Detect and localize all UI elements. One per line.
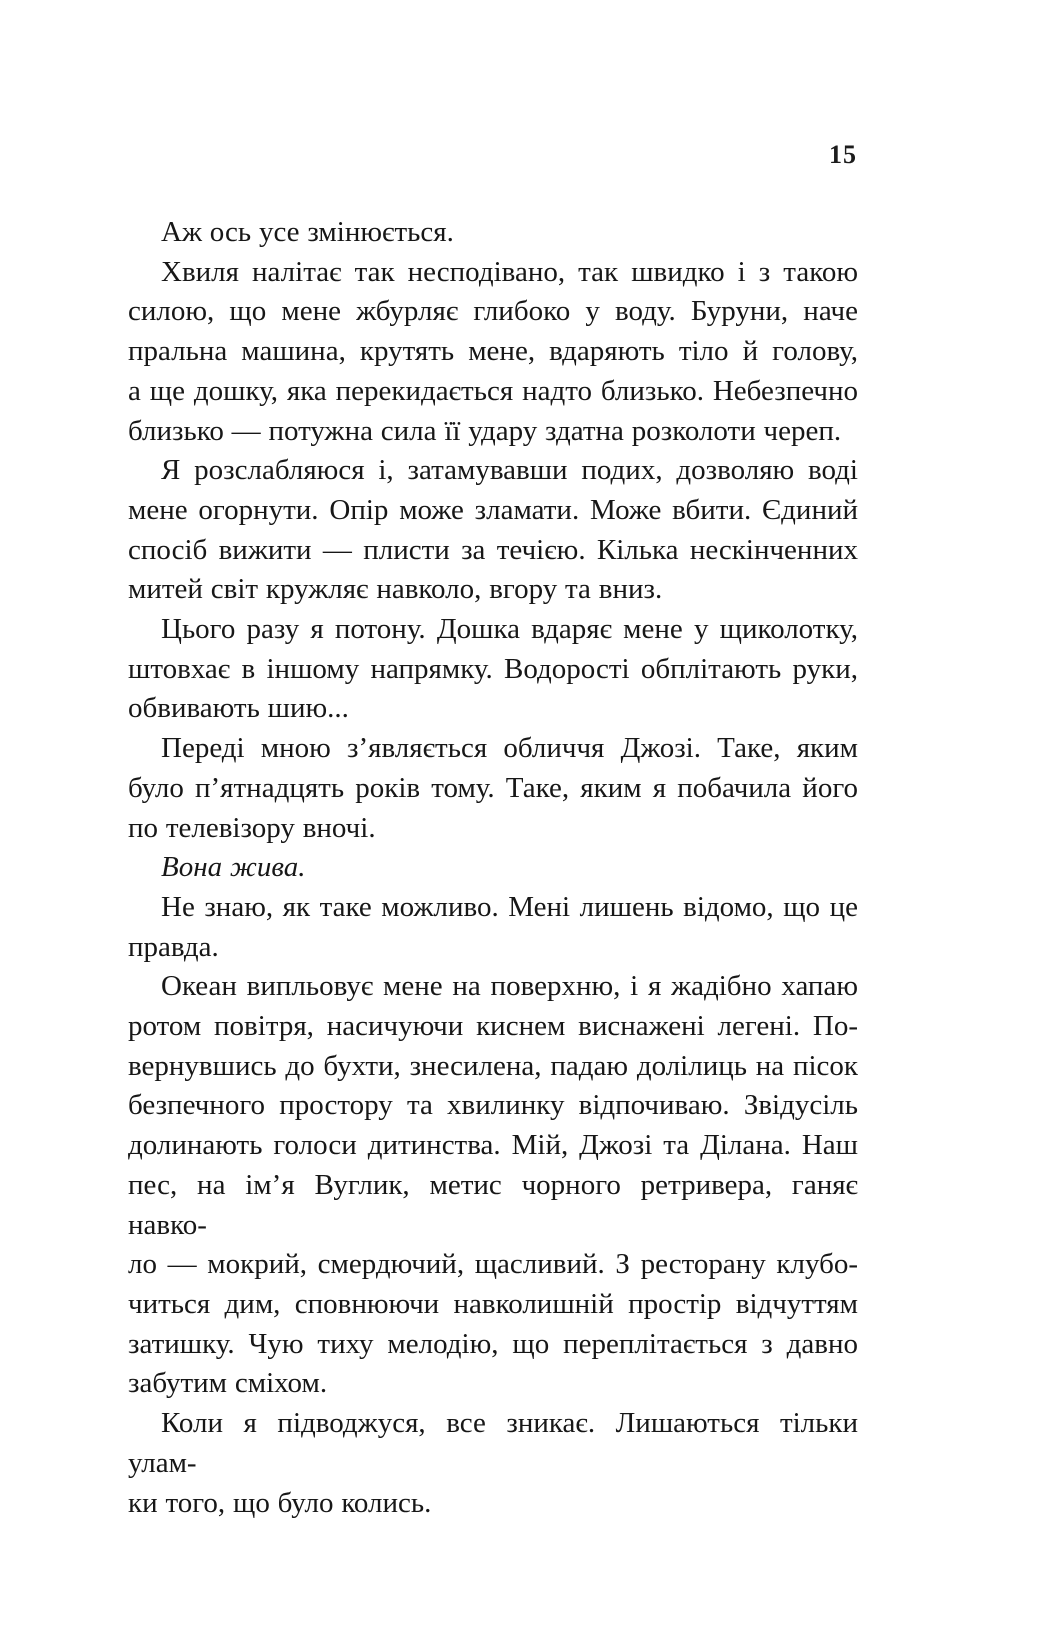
text-block xyxy=(128,213,858,1523)
text-line: силою, що мене жбурляє глибоко у воду. Буруни, наче xyxy=(128,295,858,328)
paragraph xyxy=(128,729,858,848)
text-line: обвивають шию... xyxy=(128,692,349,725)
text-line: ло — мокрий, смердючий, щасливий. З ресторану клубо- xyxy=(128,1248,858,1281)
text-line: близько — потужна сила її удару здатна розколоти череп. xyxy=(128,414,842,447)
text-line: вернувшись до бухти, знесилена, падаю долілиць на пісок xyxy=(128,1049,858,1082)
text-line: Хвиля налітає так несподівано, так швидко і з такою xyxy=(161,255,858,288)
paragraph xyxy=(128,888,858,967)
paragraph xyxy=(128,610,858,729)
text-line: а ще дошку, яка перекидається надто близько. Небезпечно xyxy=(128,374,858,407)
text-line: Вона жива. xyxy=(161,851,306,884)
text-line: ротом повітря, насичуючи киснем виснажені легені. По- xyxy=(128,1010,858,1043)
text-line: пес, на ім’я Вуглик, метис чорного ретривера, ганяє навко- xyxy=(128,1168,858,1241)
text-line: Цього разу я потону. Дошка вдаряє мене у щиколотку, xyxy=(161,613,858,646)
text-line: забутим сміхом. xyxy=(128,1367,328,1400)
text-line: митей світ кружляє навколо, вгору та вниз. xyxy=(128,573,663,606)
text-line: штовхає в іншому напрямку. Водорості обплітають руки, xyxy=(128,652,858,685)
paragraph xyxy=(128,967,858,1404)
text-line: Океан випльовує мене на поверхню, і я жадібно хапаю xyxy=(161,970,858,1003)
paragraph xyxy=(128,451,858,610)
text-line: по телевізору вночі. xyxy=(128,811,376,844)
text-line: правда. xyxy=(128,930,219,963)
text-line: читься дим, сповнюючи навколишній простір відчуттям xyxy=(128,1287,858,1320)
text-line: Переді мною з’являється обличчя Джозі. Таке, яким xyxy=(161,732,858,765)
paragraph xyxy=(128,1404,858,1523)
text-line: безпечного простору та хвилинку відпочиваю. Звідусіль xyxy=(128,1089,858,1122)
text-line: долинають голоси дитинства. Мій, Джозі та Ділана. Наш xyxy=(128,1129,858,1162)
text-line: Коли я підводжуся, все зникає. Лишаються тільки улам- xyxy=(128,1407,858,1479)
text-line: Я розслабляюся і, затамувавши подих, дозволяю воді xyxy=(161,454,858,487)
text-line: затишку. Чую тиху мелодію, що переплітається з давно xyxy=(128,1327,858,1360)
text-line: Аж ось усе змінюється. xyxy=(161,216,454,248)
text-line: пральна машина, крутять мене, вдаряють тіло й голову, xyxy=(128,335,858,368)
paragraph xyxy=(128,253,858,452)
text-line: мене огорнути. Опір може зламати. Може вбити. Єдиний xyxy=(128,493,858,526)
text-line: Не знаю, як таке можливо. Мені лишень відомо, що це xyxy=(161,890,858,923)
text-line: було п’ятнадцять років тому. Таке, яким я побачила його xyxy=(128,771,858,804)
text-line: спосіб вижити — плисти за течією. Кілька нескінченних xyxy=(128,533,858,566)
page-number: 15 xyxy=(829,140,857,169)
text-line: ки того, що було колись. xyxy=(128,1486,432,1519)
paragraph xyxy=(128,213,858,253)
paragraph xyxy=(128,848,858,888)
